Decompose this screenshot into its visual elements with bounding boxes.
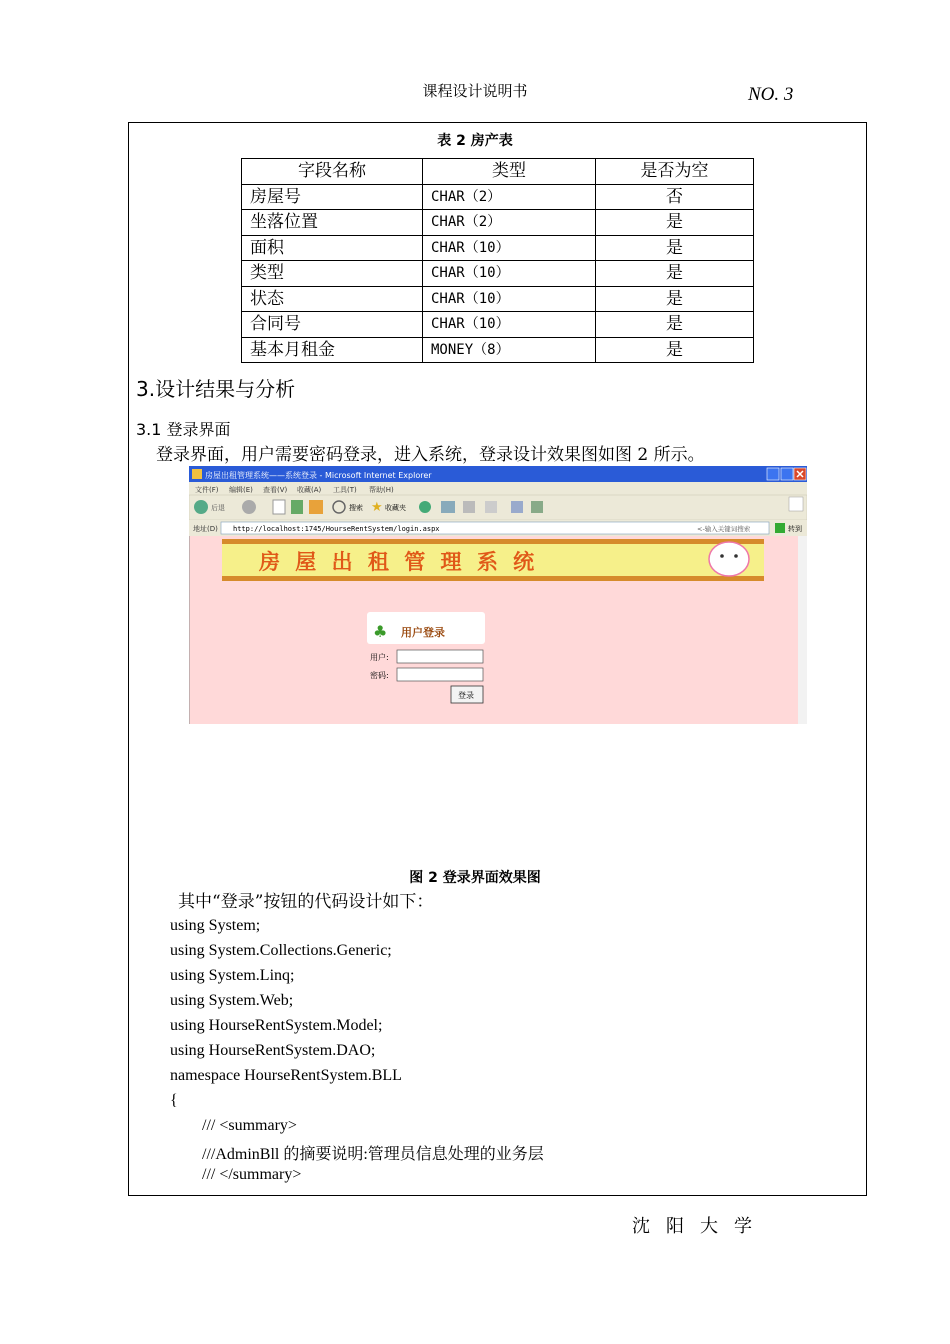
table-cell: 是 [596,235,754,261]
login-header-text: 用户登录 [401,626,445,639]
messenger-icon[interactable] [531,501,543,513]
go-icon[interactable] [775,523,785,533]
table-header-cell: 是否为空 [596,159,754,185]
subsection-heading: 3.1 登录界面 [136,420,231,439]
code-line: using System; [170,917,261,934]
table-cell: 类型 [242,261,423,287]
table-cell: 是 [596,210,754,236]
table-cell: 合同号 [242,312,423,338]
stop-icon[interactable] [273,500,285,514]
table-cell: CHAR（10） [423,261,596,287]
menu-edit[interactable]: 编辑(E) [229,486,253,494]
table-row [242,312,754,338]
menu-view[interactable]: 查看(V) [263,486,288,494]
search-box-placeholder[interactable]: <-输入关键词搜索 [697,525,751,533]
code-line: { [170,1092,178,1109]
table-cell: 面积 [242,235,423,261]
table-cell: 是 [596,286,754,312]
discuss-icon[interactable] [511,501,523,513]
table-cell: MONEY（8） [423,337,596,363]
table-header-cell: 字段名称 [242,159,423,185]
media-icon[interactable] [419,501,431,513]
header-title: 课程设计说明书 [422,82,528,100]
ie-window-title: 房屋出租管理系统——系统登录 - Microsoft Internet Explorer [205,471,432,480]
ie-window-icon [192,469,202,479]
menu-help[interactable]: 帮助(H) [369,486,394,494]
home-icon[interactable] [309,500,323,514]
go-label[interactable]: 转到 [788,525,802,533]
code-line: using System.Web; [170,992,294,1009]
menu-file[interactable]: 文件(F) [195,486,219,494]
table-caption: 表 2 房产表 [437,133,513,149]
edit-icon[interactable] [485,501,497,513]
table-cell: CHAR（10） [423,312,596,338]
user-input[interactable] [397,650,483,663]
table-cell: 是 [596,337,754,363]
figure-caption: 图 2 登录界面效果图 [409,870,541,886]
table-row [242,235,754,261]
table-row [242,286,754,312]
code-line: using System.Collections.Generic; [170,942,392,959]
favorites-label: 收藏夹 [385,504,406,512]
address-label: 地址(D) [193,525,218,533]
favorites-icon[interactable]: ★ [371,500,383,515]
table-row [242,184,754,210]
user-label: 用户: [370,653,389,662]
code-line: using System.Linq; [170,967,295,984]
forward-icon[interactable] [242,500,256,514]
minimize-icon[interactable] [767,468,779,480]
table-row [242,210,754,236]
menu-tools[interactable]: 工具(T) [333,486,357,494]
table-cell: CHAR（10） [423,235,596,261]
table-cell: 房屋号 [242,184,423,210]
clover-icon: ♣ [373,622,388,641]
banner-title: 房 屋 出 租 管 理 系 统 [259,550,539,574]
table-cell: 基本月租金 [242,337,423,363]
code-line: using HourseRentSystem.Model; [170,1017,383,1034]
page-number: NO. 3 [748,84,794,105]
table-header-cell: 类型 [423,159,596,185]
table-cell: CHAR（2） [423,184,596,210]
code-line: /// <summary> [202,1117,297,1134]
login-button-label: 登录 [458,691,474,700]
bunny-icon [709,542,749,576]
code-line: using HourseRentSystem.DAO; [170,1042,376,1059]
code-line: ///AdminBll 的摘要说明:管理员信息处理的业务层 [202,1146,544,1163]
mail-icon[interactable] [441,501,455,513]
search-label: 搜索 [349,504,363,512]
address-value: http://localhost:1745/HourseRentSystem/login.aspx [233,525,440,533]
paragraph: 登录界面，用户需要密码登录，进入系统，登录设计效果图如图 2 所示。 [156,445,705,465]
table-cell: 坐落位置 [242,210,423,236]
print-icon[interactable] [463,501,475,513]
paragraph: 其中“登录”按钮的代码设计如下： [178,892,434,912]
back-icon[interactable] [194,500,208,514]
table-cell: 是 [596,312,754,338]
table-cell: 否 [596,184,754,210]
login-screenshot [189,466,807,724]
house-table [241,158,754,363]
back-label: 后退 [211,504,225,512]
menu-favorites[interactable]: 收藏(A) [297,486,322,494]
code-line: /// </summary> [202,1166,302,1183]
table-cell: CHAR（2） [423,210,596,236]
scrollbar[interactable] [798,536,807,724]
maximize-icon[interactable] [781,468,793,480]
table-header-row [242,159,754,185]
refresh-icon[interactable] [291,500,303,514]
section-heading: 3.设计结果与分析 [136,377,296,401]
table-row [242,261,754,287]
table-cell: 状态 [242,286,423,312]
password-input[interactable] [397,668,483,681]
password-label: 密码: [370,671,389,680]
table-row [242,337,754,363]
footer-university: 沈阳大学 [632,1216,768,1237]
table-cell: CHAR（10） [423,286,596,312]
code-line: namespace HourseRentSystem.BLL [170,1067,402,1084]
windows-logo-icon [789,497,803,511]
table-cell: 是 [596,261,754,287]
